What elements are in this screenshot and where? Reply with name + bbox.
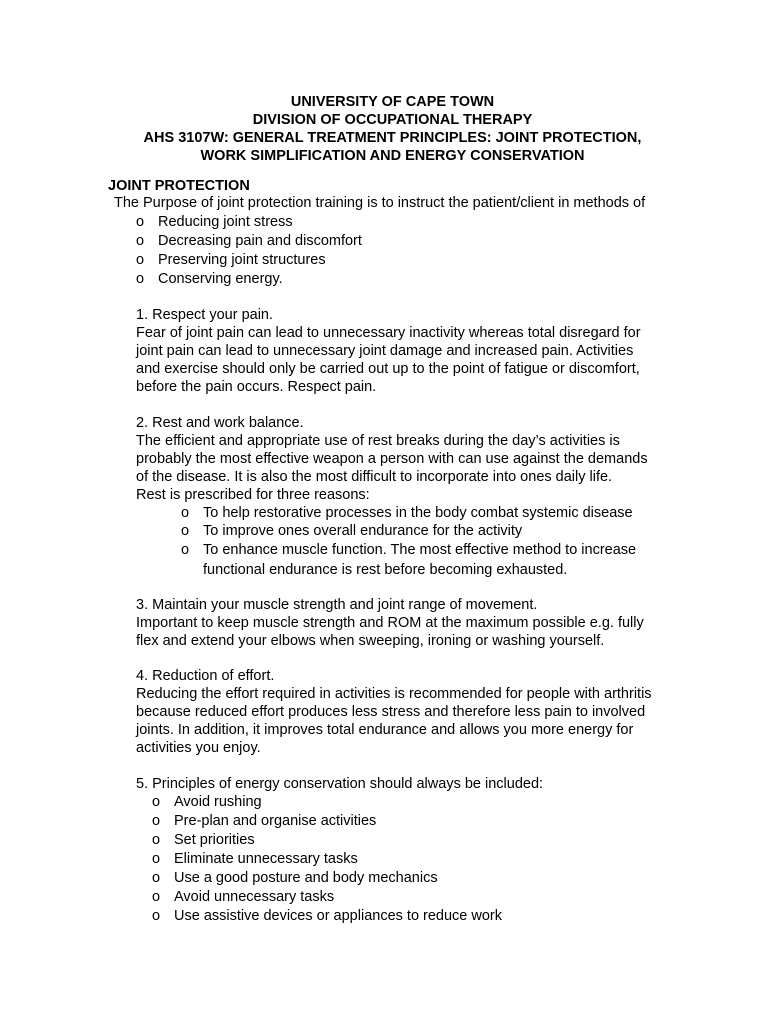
point-heading: 2. Rest and work balance. bbox=[136, 415, 304, 431]
point-heading: 3. Maintain your muscle strength and joint range of movement. bbox=[136, 597, 538, 613]
paragraph-line: Reducing the effort required in activities is recommended for people with arthritis bbox=[136, 686, 652, 702]
bullet-marker: o bbox=[152, 851, 161, 867]
list-item: o Pre-plan and organise activities bbox=[152, 813, 377, 829]
list-item: o To improve ones overall endurance for the activity bbox=[181, 523, 523, 539]
list-item: o To enhance muscle function. The most effective method to increase bbox=[181, 542, 637, 558]
list-item: o Use assistive devices or appliances to reduce work bbox=[152, 908, 503, 924]
header-university: UNIVERSITY OF CAPE TOWN bbox=[290, 94, 495, 110]
header-division: DIVISION OF OCCUPATIONAL THERAPY bbox=[252, 112, 533, 128]
paragraph-line: The efficient and appropriate use of rest breaks during the day’s activities is bbox=[136, 433, 620, 449]
bullet-marker: o bbox=[181, 542, 190, 558]
header-course-cont: WORK SIMPLIFICATION AND ENERGY CONSERVATION bbox=[200, 148, 585, 164]
list-item-continuation: functional endurance is rest before becoming exhausted. bbox=[203, 562, 568, 578]
bullet-marker: o bbox=[152, 813, 161, 829]
point-heading: 4. Reduction of effort. bbox=[136, 668, 275, 684]
paragraph-line: joint pain can lead to unnecessary joint damage and increased pain. Activities bbox=[136, 343, 634, 359]
paragraph-line: and exercise should only be carried out up to the point of fatigue or discomfort, bbox=[136, 361, 640, 377]
point-heading: 1. Respect your pain. bbox=[136, 307, 274, 323]
bullet-marker: o bbox=[152, 870, 161, 886]
bullet-marker: o bbox=[136, 233, 145, 249]
paragraph-line: Rest is prescribed for three reasons: bbox=[136, 487, 370, 503]
bullet-marker: o bbox=[136, 214, 145, 230]
list-item: o Conserving energy. bbox=[136, 271, 283, 287]
list-item: o Avoid rushing bbox=[152, 794, 262, 810]
paragraph-line: of the disease. It is also the most difficult to incorporate into ones daily life. bbox=[136, 469, 613, 485]
paragraph-line: before the pain occurs. Respect pain. bbox=[136, 379, 377, 395]
list-item: o Use a good posture and body mechanics bbox=[152, 870, 438, 886]
list-item: o Avoid unnecessary tasks bbox=[152, 889, 335, 905]
paragraph-line: Important to keep muscle strength and ROM at the maximum possible e.g. fully bbox=[136, 615, 644, 631]
bullet-marker: o bbox=[136, 252, 145, 268]
list-item: o Eliminate unnecessary tasks bbox=[152, 851, 358, 867]
paragraph-line: flex and extend your elbows when sweeping, ironing or washing yourself. bbox=[136, 633, 605, 649]
list-item: o Preserving joint structures bbox=[136, 252, 326, 268]
bullet-marker: o bbox=[152, 908, 161, 924]
paragraph-line: probably the most effective weapon a person with can use against the demands bbox=[136, 451, 648, 467]
list-item: o To help restorative processes in the body combat systemic disease bbox=[181, 505, 633, 521]
list-item: o Reducing joint stress bbox=[136, 214, 293, 230]
list-item: o Decreasing pain and discomfort bbox=[136, 233, 362, 249]
bullet-marker: o bbox=[152, 832, 161, 848]
paragraph-line: Fear of joint pain can lead to unnecessary inactivity whereas total disregard for bbox=[136, 325, 641, 341]
list-item: o Set priorities bbox=[152, 832, 255, 848]
header-course: AHS 3107W: GENERAL TREATMENT PRINCIPLES: JOINT PROTECTION, bbox=[143, 130, 642, 146]
section-intro: The Purpose of joint protection training is to instruct the patient/client in methods of bbox=[114, 195, 646, 211]
point-heading: 5. Principles of energy conservation should always be included: bbox=[136, 776, 544, 792]
section-title: JOINT PROTECTION bbox=[108, 178, 250, 194]
bullet-marker: o bbox=[136, 271, 145, 287]
paragraph-line: joints. In addition, it improves total endurance and allows you more energy for bbox=[136, 722, 634, 738]
bullet-marker: o bbox=[152, 889, 161, 905]
paragraph-line: activities you enjoy. bbox=[136, 740, 261, 756]
bullet-marker: o bbox=[181, 505, 190, 521]
bullet-marker: o bbox=[152, 794, 161, 810]
paragraph-line: because reduced effort produces less stress and therefore less pain to involved bbox=[136, 704, 646, 720]
bullet-marker: o bbox=[181, 523, 190, 539]
